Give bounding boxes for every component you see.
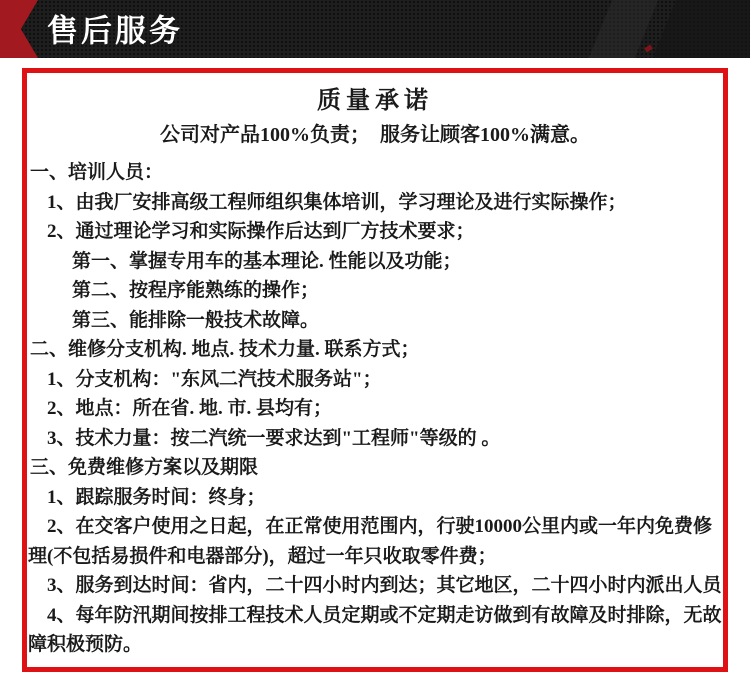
text-line: 2、地点：所在省. 地. 市. 县均有； [47, 398, 333, 419]
red-speck-decoration [644, 45, 653, 53]
text-line: 第一、掌握专用车的基本理论. 性能以及功能； [72, 250, 462, 272]
text-line: 理(不包括易损件和电器部分)，超过一年只收取零件费； [28, 545, 497, 567]
text-line: 1、由我厂安排高级工程师组织集体培训，学习理论及进行实际操作； [47, 191, 627, 213]
commitment-lines [27, 158, 723, 660]
text-line: 2、通过理论学习和实际操作后达到厂方技术要求； [47, 221, 475, 242]
after-sales-banner [0, 0, 750, 58]
panel-subtitle: 公司对产品100%负责； 服务让顾客100%满意。 [160, 124, 590, 146]
red-chevron-icon [0, 0, 38, 58]
text-line: 三、免费维修方案以及期限 [30, 457, 259, 478]
panel-title: 质量承诺 [317, 88, 433, 114]
text-line: 1、跟踪服务时间：终身； [47, 486, 266, 508]
text-line: 4、每年防汛期间按排工程技术人员定期或不定期走访做到有故障及时排除，无故 [47, 604, 722, 626]
text-line: 2、在交客户使用之日起，在正常使用范围内，行驶10000公里内或一年内免费修 [47, 516, 713, 537]
quality-commitment-panel [22, 68, 728, 672]
text-line: 3、服务到达时间：省内，二十四小时内到达；其它地区，二十四小时内派出人员 [47, 575, 722, 596]
text-line: 1、分支机构："东风二汽技术服务站"； [47, 368, 382, 390]
banner-streak-decoration [649, 0, 750, 58]
text-line: 3、技术力量：按二汽统一要求达到"工程师"等级的 。 [47, 427, 501, 449]
text-line: 二、维修分支机构. 地点. 技术力量. 联系方式； [30, 339, 420, 360]
text-line: 一、培训人员： [30, 162, 164, 183]
text-line: 第二、按程序能熟练的操作； [72, 280, 320, 301]
text-line: 第三、能排除一般技术故障。 [72, 309, 320, 331]
page-title: 售后服务 [47, 13, 183, 49]
text-line: 障积极预防。 [28, 634, 143, 655]
